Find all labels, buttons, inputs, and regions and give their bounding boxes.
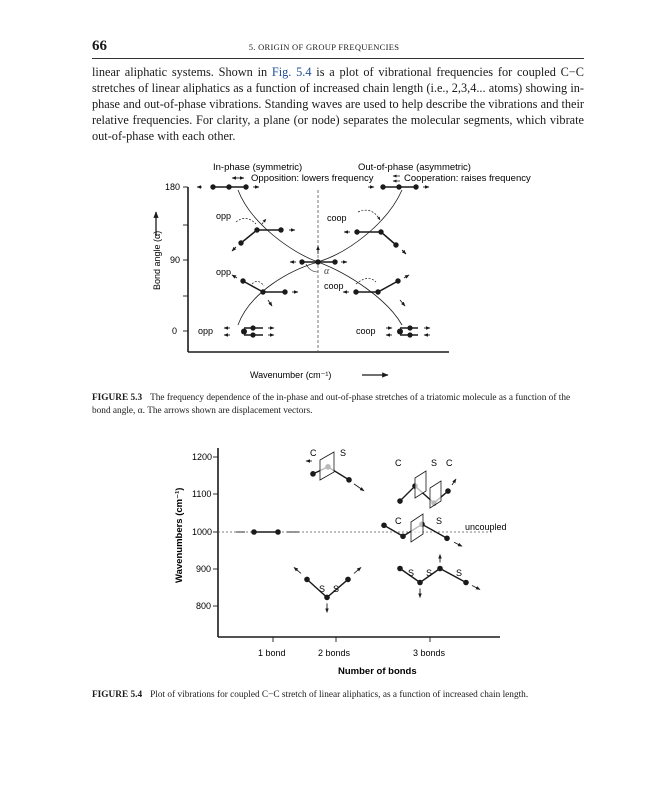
fig53-ytick-0: 0 [172,326,178,336]
fig54-molecule-2bond-low-bond [307,579,348,597]
fig54-ytick-1000: 1000 [192,527,213,537]
fig54-molecule-3bond-high-atom-4 [445,488,451,494]
fig54-label-c-3bond-high: C [395,458,402,468]
fig54-label-s3-3bond-low: S [456,568,463,578]
fig53-caption-label: FIGURE 5.3 [92,393,143,403]
fig53-curve-outphase-upper [318,190,402,262]
fig54-molecule-3bond-low-bond [400,568,466,582]
fig53-molecule-folded-opp [224,325,274,337]
fig54-molecule-3bond-low-atom-1 [397,566,403,572]
page-number: 66 [92,38,107,54]
fig53-caption-text: The frequency dependence of the in-phase and out-of-phase stretches of a triatomic molecule as a function of the bond angle, α. The arrows shown are displacement vectors. [92,393,571,416]
fig54-molecule-1bond-atom-2 [275,529,281,535]
fig54-uncoupled-label: uncoupled [465,522,507,532]
figure-link[interactable]: Fig. 5.4 [271,65,312,79]
running-head: 5. ORIGIN OF GROUP FREQUENCIES [248,42,400,52]
fig53-molecule-bent-opp-lower [232,275,298,306]
fig54-caption-text: Plot of vibrations for coupled C−C stretch of linear aliphatics, as a function of increased chain length. [150,690,529,700]
fig54-molecule-3bond-high-atom-1 [397,498,403,504]
fig54-label-s2-3bond-low: S [426,568,433,578]
fig53-curve-inphase-upper [238,190,318,262]
fig53-legend-coop-text: Cooperation: raises frequency [404,173,531,184]
fig54-molecule-3bond-mid-atom-4 [444,535,450,541]
fig54-label-s1-3bond-low: S [408,568,415,578]
fig53-title-inphase: In-phase (symmetric) [213,162,303,173]
fig54-molecule-3bond-low-atom-4 [463,580,469,586]
fig53-molecule-center [290,246,347,272]
fig54-molecule-3bond-high-atom-3 [431,500,437,506]
fig54-xtick-3bonds: 3 bonds [413,648,446,658]
fig54-plane-2bond-high [320,452,334,480]
fig53-y-label: Bond angle (α) [152,230,162,290]
fig53-coop-label-lower: coop [324,281,344,291]
fig54-label-s1-2bond-low: S [319,584,326,594]
fig54-3bond-high-arrow [452,479,456,485]
fig54-label-s-3bond-mid: S [436,516,443,526]
fig54-label-c2-3bond-high: C [446,458,453,468]
fig53-molecule-folded-coop [386,325,430,337]
fig53-ytick-180: 180 [165,182,181,192]
figure-5-3 [0,0,648,390]
fig54-label-c-2bond: C [310,448,317,458]
fig54-label-c-3bond-mid: C [395,516,402,526]
fig53-molecule-linear-inphase [197,184,259,189]
fig54-2bond-high-arrow [354,484,364,491]
body-text-start: linear aliphatic systems. Shown in [92,65,272,79]
fig54-molecule-3bond-low-atom-2 [417,580,423,586]
fig54-ytick-1200: 1200 [192,452,213,462]
fig54-label-s-3bond-high: S [431,458,438,468]
fig54-molecule-3bond-mid-atom-1 [381,522,387,528]
body-text-end: is a plot of vibrational frequencies for coupled C−C stretches of linear aliphatics as a function of increased chain length (i.e., 2,3,4... atoms) showing in-phase and out-of-phase vibrations. Standing waves are used to help describe the vibrations and their relative frequencies. For clarity, a plane (or node) separates the molecular segments, which vibrate out-of-phase with each other. [92,65,584,143]
fig54-molecule-3bond-mid-atom-3 [419,521,425,527]
fig54-molecule-3bond-low-atom-3 [437,566,443,572]
fig53-molecule-linear-outphase [368,184,429,189]
fig53-molecule-bent-opp-upper [232,218,295,251]
fig54-molecule-2bond-high-atom-1 [310,471,316,477]
fig54-label-s-2bond: S [340,448,347,458]
fig54-molecule-3bond-high-atom-2 [412,483,418,489]
fig54-label-s2-2bond-low: S [333,584,340,594]
fig54-3bond-low-arrow-right [472,585,480,589]
fig53-opp-label-lower: opp [216,267,232,277]
fig54-xtick-1bond: 1 bond [258,648,286,658]
fig54-y-label: Wavenumbers (cm⁻¹) [174,487,185,583]
figure-5-3-caption [92,392,584,417]
fig54-x-label: Number of bonds [338,666,417,677]
fig54-ytick-800: 800 [196,601,212,611]
fig54-ytick-1100: 1100 [192,489,212,499]
fig54-molecule-2bond-low-atom-1 [304,577,310,583]
fig53-coop-label-upper: coop [327,213,347,223]
fig53-legend-opp-text: Opposition: lowers frequency [251,173,374,184]
fig53-title-outphase: Out-of-phase (asymmetric) [358,162,471,173]
fig54-3bond-mid-arrow [454,542,462,546]
fig54-molecule-3bond-mid-bond [384,524,447,538]
fig54-x-ticks [273,637,430,642]
fig54-planes-3bond-high [415,471,441,508]
fig54-xtick-2bonds: 2 bonds [318,648,351,658]
fig54-2bond-low-arrow-right [354,567,361,573]
fig53-curve-outphase-lower [318,262,402,325]
fig54-caption-label: FIGURE 5.4 [92,690,143,700]
fig54-2bond-low-arrow-left [294,567,301,573]
fig54-plane-3bond-mid [411,514,423,542]
fig54-molecule-3bond-mid-atom-2 [400,533,406,539]
fig53-ytick-90: 90 [170,255,181,265]
fig54-y-ticks [213,457,218,606]
fig53-alpha-label: α [324,266,330,277]
fig53-legend-cooperation [393,173,531,184]
fig54-marks [236,464,480,612]
fig53-x-label: Wavenumber (cm⁻¹) [250,370,332,380]
fig54-molecule-2bond-low-atom-3 [345,577,351,583]
fig53-curve-inphase-lower [238,262,318,325]
fig54-molecule-1bond-atom-1 [251,529,257,535]
fig53-molecule-bent-coop-upper [344,210,406,254]
fig54-molecule-2bond-high-bond [313,467,349,480]
fig53-opp-label-bottom: opp [198,326,214,336]
fig54-molecule-2bond-low-atom-2 [324,595,330,601]
fig53-opp-label-upper: opp [216,211,232,221]
fig54-molecule-2bond-high-atom-3 [346,477,352,483]
fig53-legend-opposition [232,173,374,184]
fig54-molecule-3bond-high-bond [400,486,448,503]
fig53-coop-label-bottom: coop [356,326,376,336]
figure-5-4-caption [92,689,584,702]
fig54-molecule-2bond-high-atom-2 [325,464,331,470]
fig54-ytick-900: 900 [196,564,212,574]
